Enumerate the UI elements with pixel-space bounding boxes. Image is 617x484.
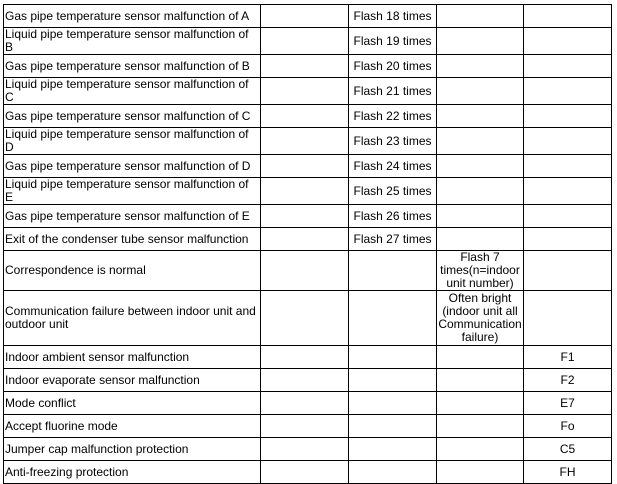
led-status (437, 55, 524, 78)
table-row (4, 28, 612, 55)
empty-cell (261, 105, 349, 128)
fault-description: Liquid pipe temperature sensor malfunction of E (4, 178, 261, 205)
error-code: F2 (524, 369, 612, 392)
flash-count: Flash 27 times (349, 228, 437, 251)
flash-count: Flash 18 times (349, 5, 437, 28)
error-code: C5 (524, 438, 612, 461)
empty-cell (261, 78, 349, 105)
empty-cell (261, 461, 349, 484)
table-row (4, 105, 612, 128)
fault-code-table (3, 4, 612, 484)
fault-description: Liquid pipe temperature sensor malfunction of B (4, 28, 261, 55)
error-code (524, 55, 612, 78)
error-code (524, 5, 612, 28)
error-code (524, 178, 612, 205)
led-status (437, 415, 524, 438)
flash-count: Flash 23 times (349, 128, 437, 155)
fault-description: Indoor evaporate sensor malfunction (4, 369, 261, 392)
flash-count (349, 461, 437, 484)
fault-description: Liquid pipe temperature sensor malfunction of C (4, 78, 261, 105)
flash-count (349, 346, 437, 369)
led-status (437, 155, 524, 178)
empty-cell (261, 155, 349, 178)
led-status (437, 392, 524, 415)
empty-cell (261, 415, 349, 438)
fault-description: Gas pipe temperature sensor malfunction of A (4, 5, 261, 28)
led-status (437, 205, 524, 228)
empty-cell (261, 28, 349, 55)
flash-count (349, 251, 437, 291)
flash-count: Flash 25 times (349, 178, 437, 205)
fault-description: Gas pipe temperature sensor malfunction of B (4, 55, 261, 78)
flash-count: Flash 21 times (349, 78, 437, 105)
fault-description: Accept fluorine mode (4, 415, 261, 438)
fault-description: Jumper cap malfunction protection (4, 438, 261, 461)
led-status (437, 438, 524, 461)
fault-description: Gas pipe temperature sensor malfunction of C (4, 105, 261, 128)
fault-description: Exit of the condenser tube sensor malfunction (4, 228, 261, 251)
flash-count (349, 392, 437, 415)
table-row (4, 78, 612, 105)
fault-description: Gas pipe temperature sensor malfunction of E (4, 205, 261, 228)
flash-count: Flash 22 times (349, 105, 437, 128)
led-status: Often bright (indoor unit all Communication failure) (438, 291, 522, 344)
fault-description: Gas pipe temperature sensor malfunction of D (4, 155, 261, 178)
flash-count (349, 415, 437, 438)
empty-cell (261, 5, 349, 28)
fault-description: Anti-freezing protection (4, 461, 261, 484)
led-status: Flash 7 times(n=indoor unit number) (437, 251, 524, 291)
error-code (524, 228, 612, 251)
error-code: FH (524, 461, 612, 484)
table-row (4, 228, 612, 251)
table-row (4, 415, 612, 438)
led-status (437, 78, 524, 105)
table-row (4, 392, 612, 415)
fault-description: Communication failure between indoor unit and outdoor unit (4, 291, 261, 346)
error-code (524, 251, 612, 291)
empty-cell (261, 205, 349, 228)
led-status (437, 346, 524, 369)
empty-cell (261, 228, 349, 251)
led-status (437, 28, 524, 55)
flash-count: Flash 19 times (349, 28, 437, 55)
table-row (4, 369, 612, 392)
table-row (4, 155, 612, 178)
led-status (437, 178, 524, 205)
table-row (4, 438, 612, 461)
table-row (4, 205, 612, 228)
empty-cell (261, 128, 349, 155)
flash-count: Flash 20 times (349, 55, 437, 78)
flash-count: Flash 24 times (349, 155, 437, 178)
led-status (437, 369, 524, 392)
empty-cell (261, 178, 349, 205)
error-code (524, 128, 612, 155)
fault-description: Indoor ambient sensor malfunction (4, 346, 261, 369)
empty-cell (261, 346, 349, 369)
table-row (4, 346, 612, 369)
empty-cell (261, 55, 349, 78)
led-status (437, 105, 524, 128)
led-status (437, 5, 524, 28)
empty-cell (261, 438, 349, 461)
flash-count (349, 291, 437, 346)
fault-description: Correspondence is normal (4, 251, 261, 291)
fault-description: Mode conflict (4, 392, 261, 415)
table-row (4, 55, 612, 78)
table-row (4, 251, 612, 291)
empty-cell (261, 392, 349, 415)
empty-cell (261, 291, 349, 346)
led-status (437, 128, 524, 155)
fault-description: Liquid pipe temperature sensor malfunction of D (4, 128, 261, 155)
empty-cell (261, 251, 349, 291)
table-row (4, 5, 612, 28)
table-row (4, 461, 612, 484)
table-row (4, 291, 612, 346)
led-status (437, 461, 524, 484)
error-code (524, 28, 612, 55)
error-code: F1 (524, 346, 612, 369)
error-code (524, 155, 612, 178)
table-row (4, 128, 612, 155)
error-code: Fo (524, 415, 612, 438)
flash-count (349, 438, 437, 461)
table-row (4, 178, 612, 205)
error-code (524, 291, 612, 346)
flash-count: Flash 26 times (349, 205, 437, 228)
flash-count (349, 369, 437, 392)
led-status (437, 228, 524, 251)
error-code (524, 205, 612, 228)
error-code: E7 (524, 392, 612, 415)
error-code (524, 105, 612, 128)
error-code (524, 78, 612, 105)
empty-cell (261, 369, 349, 392)
